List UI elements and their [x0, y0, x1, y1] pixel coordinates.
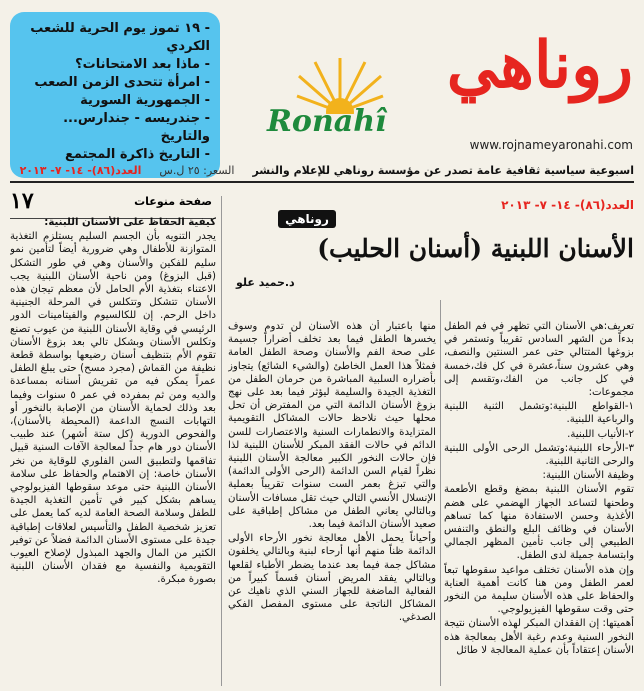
article-column-2 [228, 320, 436, 684]
price: السعر: ٢٥ ل.س [159, 163, 235, 177]
section-header [10, 188, 212, 219]
paragraph: وإن هذه الأسنان تختلف مواعيد سقوطها تبعاً لعمر الطفل ومن هنا كانت أهمية العناية والحفاظ على هذه الأسنان سليمة من النخور حتى وقت سقوطها الفيزيولوجي. [444, 564, 634, 616]
page-number: ١٧ [10, 188, 34, 214]
article-column-1 [444, 320, 634, 684]
page-logo: روناهي [278, 210, 336, 228]
logo-latin: Ronahî [267, 104, 387, 139]
masthead-logo [225, 10, 639, 160]
headline-3[interactable]: - امرأة تتحدى الزمن الصعب [34, 75, 210, 90]
headlines-box [10, 12, 220, 178]
right-issue-line: العدد(٨٦)- ١٤- ٧- ٢٠١٣ [501, 198, 634, 212]
masthead-strip [10, 160, 634, 180]
masthead-rule [10, 181, 634, 183]
paragraph: وظيفة الأسنان اللبنية: [542, 470, 634, 482]
paragraph: تعريف:هي الأسنان التي تظهر في فم الطفل بدءاً من الشهر السادس تقريباً وتستمر في بزوغها المتتالي حتى عمر السنتين والنصف، وهي عشرون سناً،عشرة في كل فك،خمسة في كل جانب من الفك،وتقسم إلى مجموعات: [444, 321, 634, 399]
paragraph: يجدر التنويه بأن الجسم السليم يستلزم التغذية المتوازنة للأطفال وهي ضرورية أيضاً لتأمين نمو سليم للفكين والأسنان وهي في طور التشكل (قبل البزوغ) ومن ناحية الأسنان اللبنية يجب الاعتناء بتغذية الأم الحامل لأن معظم تيجان هذه الأسنان تتشكل وتتكلس في المرحلة الجنينية داخل الرحم. إن للكالسيوم والفيتامينات الدور الرئيسي في وقاية الأسنان اللبنية من عيوب تصنع وتكلس الأسنان وبشكل تالي بعد بزوغ الأسنان تقوم الأم بتنظيف أسنان رضيعها بواسطة قطعة نظيفة من القماش (مجرد مسح) حتى يبلغ الطفل عمراً يمكن فيه من تفريش أسنانه بمساعدة والديه ومن ثم بمفرده في عمر ٥ سنوات وفيما بعد وذلك لحماية الأسنان من الإصابة بالنخور أو التهابات النسج الداعمة (المحيطة بالأسنان)، والفحوص الدورية (كل ستة أشهر) عند طبيب الأسنان دور هام جداً لمعالجة الآفات السنية قبيل تفاقمها ولتطبيق السن الفلوري للوقاية من نخر الأسنان خاصة: إن الاهتمام والحفاظ على سلامة الأسنان اللبنية حتى موعد سقوطها الفيزيولوجي يساهم بشكل كبير في تأمين التغذية الجيدة للطفل وسلامة الصحة العامة لديه كما يعمل على تعزيز شخصية الطفل والتأسيس لعلاقات إطباقية جيدة على مستوى الأسنان الدائمة فضلاً عن توفير الكثير من المال والجهد المبذول لإصلاح العيوب التقويمية والنفسية مع فقدان الأسنان اللبنية بصورة مبكرة. [10, 231, 216, 586]
column-divider [440, 300, 441, 686]
headline-1[interactable]: - ١٩ تموز يوم الحرية للشعب الكردي [30, 21, 210, 54]
tagline: اسبوعية سياسية ثقافية عامة تصدر عن مؤسسة روناهي للإعلام والنشر [252, 163, 634, 177]
issue-number: العدد(٨٦)- ١٤- ٧- ٢٠١٣ [19, 163, 142, 177]
column-divider [221, 196, 222, 686]
headline-5[interactable]: - جندريسه - جندارس... والتاريخ [63, 111, 210, 144]
headline-6[interactable]: - التاريخ ذاكرة المجتمع [64, 147, 210, 162]
paragraph: كيفية الحفاظ على الأسنان اللبنية: [44, 217, 216, 228]
paragraph: أهميتها: إن الفقدان المبكر لهذه الأسنان نتيجة النخور السنية وعدم رغبة الأهل بمعالجة هذه الأسنان إعتقاداً بأن عملية المعالجة لا طائل [444, 618, 634, 656]
paragraph: ١-القواطع اللبنية:وتشمل الثنية اللبنية والرباعية اللبنية. [444, 401, 634, 426]
section-title: صفحة منوعات [134, 194, 212, 208]
website-url[interactable]: www.rojnameyaronahi.com [469, 138, 633, 152]
article-author: د.حميد علو [236, 276, 295, 289]
article-column-3 [10, 216, 216, 686]
paragraph: تقوم الأسنان اللبنية بمضغ وقطع الأطعمة وطحنها لتساعد الجهاز الهضمي على هضم الأغذية وحسن الاستفادة منها كما تساهم الأسنان في وظائف البلع والنطق والتنفس الطبيعي إلى جانب تأمين المظهر الجمالي وابتسامة جميلة لدى الطفل. [444, 484, 634, 562]
logo-arabic: روناهي [446, 28, 633, 103]
paragraph: ٢-الأنياب اللبنية. [567, 428, 634, 440]
paragraph: ٣-الأرحاء اللبنية:وتشمل الرحى الأولى اللبنية والرحى الثانية اللبنية. [444, 442, 634, 468]
headline-4[interactable]: - الجمهورية السورية [80, 93, 210, 108]
article-title: الأسنان اللبنية (أسنان الحليب) [317, 234, 634, 263]
paragraph: منها باعتبار أن هذه الأسنان لن تدوم وسوف يخسرها الطفل فيما بعد تخلف أضراراً جسيمة على صحة الفم والأسنان وصحة الطفل العامة فمثلاً هذا العمل الخاطئ (والشيء الشائع) يتجاوز بأضراره السلبية المباشرة من حرمان الطفل من التغذية الجيدة والسليمة ليؤثر فيما بعد على نهج بزوغ الأسنان الدائمة التي من المفترض أن تحل محلها حيث نلاحظ حالات المشاكل التقويمية المتزايدة والانطمارات السنية والاعتصارات للسن الدائم في حالات الفقد المبكر للأسنان اللبنية لذا فإن حالات النخور الكبير معالجة الأسنان اللبنية نظراً لقيام السن الدائمة (الرحى الأولى الدائمة) والتي تبزغ بعمر الست سنوات تقريباً بعملية الإنسلال الأنسي التالي حيث تقل مسافات الأسنان وبالتالي يعاني الطفل من مشاكل إطباقية على صعيد الأسنان الدائمة فيما بعد. [228, 321, 436, 531]
headline-2[interactable]: - ماذا بعد الامتحانات؟ [75, 57, 210, 72]
paragraph: وأحياناً يحمل الأهل معالجة نخور الأرحاء الأولى الدائمة ظناً منهم أنها أرحاء لبنية وبالتالي يخلفون مشاكل جمة فيما بعد عندما يضطر الأطباء لقلعها وبالتالي يفقد المريض أسنان قسماً كبيراً من الفعالية الماضغة للجهاز السني الذي ناهيك عن المشاكل الناتجة على مستوى المفصل الفكي الصدغي. [228, 533, 436, 624]
